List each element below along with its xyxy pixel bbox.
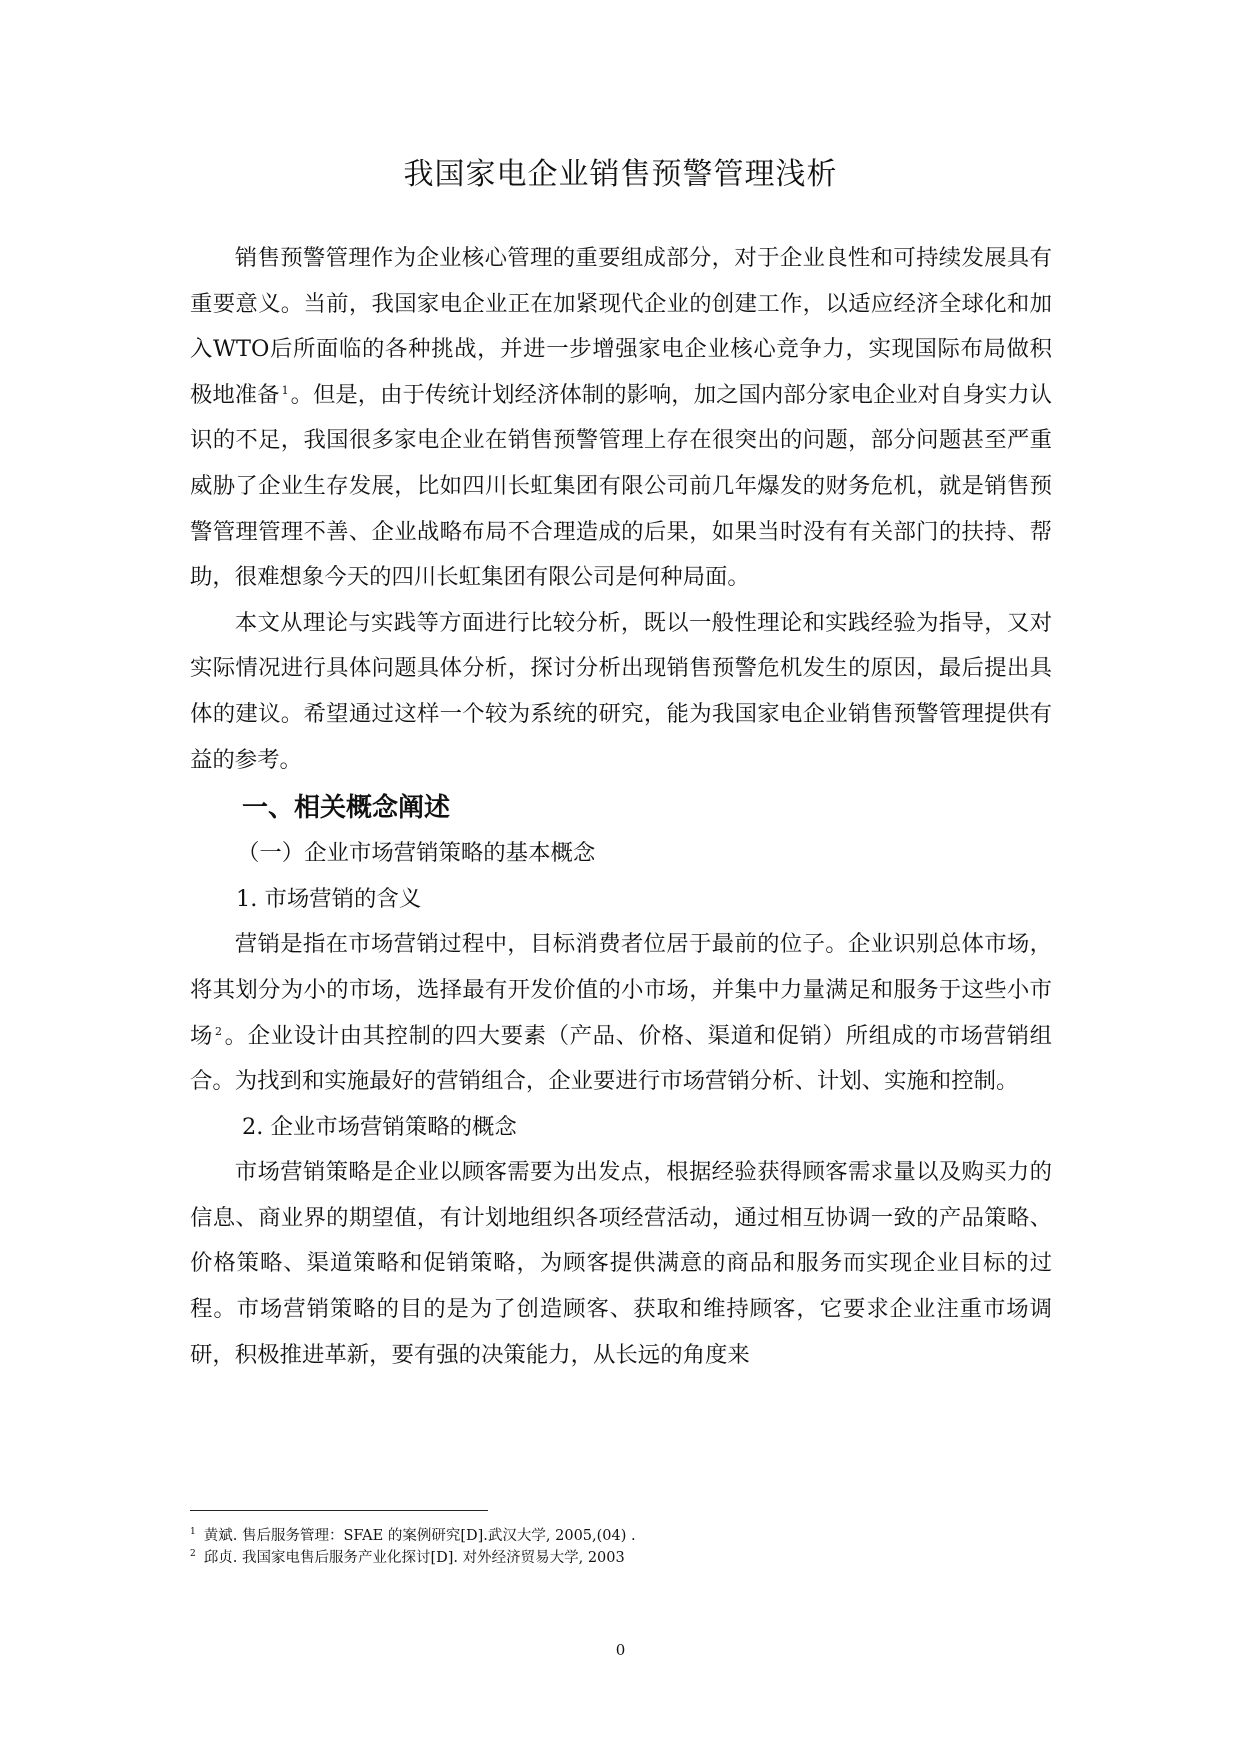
item-heading: 2. 企业市场营销策略的概念 (242, 1113, 517, 1140)
footnote-item (190, 1547, 1050, 1569)
footnote-item (190, 1525, 1050, 1547)
paragraph-text: 销售预警管理作为企业核心管理的重要组成部分，对于企业良性和可持续发展具有重要意义。当前，我国家电企业正在加紧现代企业的创建工作，以适应经济全球化和加入WTO后所面临的各种挑战，并进一步增强家电企业核心竞争力，实现国际布局做积极地准备 (190, 245, 1052, 408)
body-paragraph (190, 922, 1052, 1104)
page-number: 0 (615, 1641, 626, 1659)
footnote-reference[interactable]: 2 (215, 1024, 222, 1038)
subsection-heading: （一）企业市场营销策略的基本概念 (237, 840, 596, 867)
body-paragraph: 市场营销策略是企业以顾客需要为出发点，根据经验获得顾客需求量以及购买力的信息、商业界的期望值，有计划地组织各项经营活动，通过相互协调一致的产品策略、价格策略、渠道策略和促销策略，为顾客提供满意的商品和服务而实现企业目标的过程。市场营销策略的目的是为了创造顾客、获取和维持顾客，它要求企业注重市场调研，积极推进革新，要有强的决策能力，从长远的角度来 (190, 1159, 1052, 1368)
footnote-mark: 1 (190, 1527, 196, 1537)
item-heading: 1. 市场营销的含义 (236, 885, 422, 912)
footnote-mark: 2 (190, 1549, 196, 1559)
paragraph-text: 营销是指在市场营销过程中，目标消费者位居于最前的位子。企业识别总体市场，将其划分为小的市场，选择最有开发价值的小市场，并集中力量满足和服务于这些小市场 (190, 931, 1052, 1049)
paragraph-text: 。但是，由于传统计划经济体制的影响，加之国内部分家电企业对自身实力认识的不足，我国很多家电企业在销售预警管理上存在很突出的问题，部分问题甚至严重威胁了企业生存发展，比如四川长虹集团有限公司前几年爆发的财务危机，就是销售预警管理管理不善、企业战略布局不合理造成的后果，如果当时没有有关部门的扶持、帮助，很难想象今天的四川长虹集团有限公司是何种局面。 (190, 381, 1053, 591)
section-heading: 一、相关概念阐述 (242, 793, 451, 824)
footnote-text: 黄斌. 售后服务管理：SFAE 的案例研究[D].武汉大学, 2005,(04) . (203, 1528, 636, 1544)
footnote-reference[interactable]: 1 (281, 383, 289, 397)
footnote-text: 邱贞. 我国家电售后服务产业化探讨[D]. 对外经济贸易大学, 2003 (203, 1550, 625, 1566)
paragraph-text: 。企业设计由其控制的四大要素（产品、价格、渠道和促销）所组成的市场营销组合。为找到和实施最好的营销组合，企业要进行市场营销分析、计划、实施和控制。 (190, 1022, 1052, 1095)
footnotes (190, 1525, 1050, 1569)
intro-paragraph (190, 236, 1052, 601)
intro-paragraph: 本文从理论与实践等方面进行比较分析，既以一般性理论和实践经验为指导，又对实际情况进行具体问题具体分析，探讨分析出现销售预警危机发生的原因，最后提出具体的建议。希望通过这样一个较为系统的研究，能为我国家电企业销售预警管理提供有益的参考。 (190, 609, 1052, 773)
footnote-separator (190, 1510, 488, 1511)
document-title: 我国家电企业销售预警管理浅析 (403, 157, 838, 192)
document-body (190, 236, 1052, 1378)
